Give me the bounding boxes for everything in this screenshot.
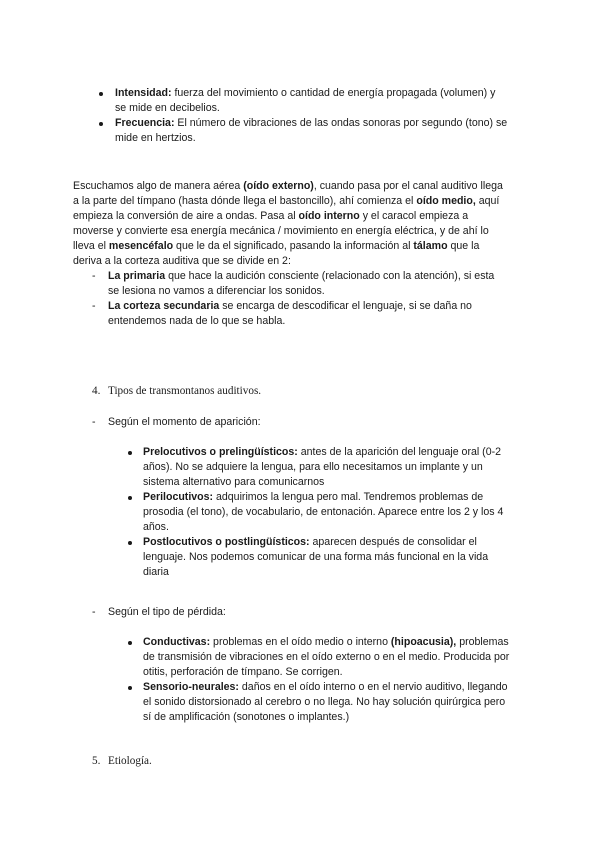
term: La primaria — [108, 270, 166, 282]
term: oído interno — [298, 210, 360, 222]
text: que la — [447, 240, 480, 252]
text: Escuchamos algo de manera aérea — [73, 180, 244, 192]
bullet-icon — [99, 122, 103, 126]
paragraph-line — [73, 194, 499, 209]
term: oído medio, — [416, 195, 476, 207]
dash-marker: - — [92, 606, 96, 618]
heading-number: 4. — [92, 385, 101, 397]
paragraph-line: deriva a la corteza auditiva que se divide en 2: — [73, 255, 291, 267]
section-heading — [92, 384, 100, 399]
text: aquí — [475, 195, 500, 207]
bullet-icon — [128, 641, 132, 645]
item-text: antes de la aparición del lenguaje oral (0-2 — [297, 446, 502, 458]
item-text: problemas — [456, 636, 509, 648]
item-text: sí de amplificación (sonotones o implantes.) — [143, 711, 350, 723]
text: lleva el — [73, 240, 109, 252]
term: Conductivas: — [143, 636, 211, 648]
term: Sensorio-neurales: — [143, 681, 239, 693]
text: empieza la conversión de aire a ondas. Pasa al — [73, 210, 299, 222]
item-text: prosodia (el tono), de vocabulario, de entonación. Aparece entre los 2 y los 4 — [143, 506, 504, 518]
term: (oído externo) — [243, 180, 314, 192]
bullet-icon — [128, 496, 132, 500]
item-text: adquirimos la lengua pero mal. Tendremos problemas de — [213, 491, 484, 503]
item-text: que hace la audición consciente (relacionado con la atención), si esta — [165, 270, 495, 282]
item-text: años. — [143, 521, 169, 533]
item-text: daños en el oído interno o en el nervio auditivo, llegando — [238, 681, 508, 693]
bullet-icon — [128, 686, 132, 690]
item-text: lenguaje. Nos podemos comunicar de una forma más funcional en la vida — [143, 551, 489, 563]
dash-marker: - — [92, 416, 96, 428]
list-item — [143, 445, 501, 460]
list-item — [143, 490, 483, 505]
term: Frecuencia: — [115, 117, 175, 129]
term: Prelocutivos o prelingüísticos: — [143, 446, 298, 458]
item-text: se lesiona no vamos a diferenciar los sonidos. — [108, 285, 325, 297]
item-text: entendemos nada de lo que se habla. — [108, 315, 286, 327]
subsection-label: Según el momento de aparición: — [108, 416, 261, 428]
heading-text: Etiología. — [108, 755, 152, 767]
heading-text: Tipos de transmontanos auditivos. — [108, 385, 262, 397]
item-text: diaria — [143, 566, 169, 578]
text: y el caracol empieza a — [359, 210, 469, 222]
paragraph-line: moverse y convierte esa energía mecánica / movimiento en energía eléctrica, y de ahí lo — [73, 225, 489, 237]
dash-marker: - — [92, 270, 96, 282]
item-text: problemas en el oído medio o interno — [210, 636, 391, 648]
heading-number: 5. — [92, 755, 101, 767]
item-text: otitis, perforación de tímpano. Se corrigen. — [143, 666, 343, 678]
bullet-icon — [128, 541, 132, 545]
subsection-label: Según el tipo de pérdida: — [108, 606, 226, 618]
list-item — [143, 635, 509, 650]
list-item — [143, 535, 477, 550]
list-item — [108, 269, 494, 284]
bullet-icon — [128, 451, 132, 455]
item-text: años). No se adquiere la lengua, para ello necesitamos un implante y un — [143, 461, 483, 473]
item-text: de transmisión de vibraciones en el oído externo o en el medio. Producida por — [143, 651, 510, 663]
item-text: aparecen después de consolidar el — [309, 536, 477, 548]
item-text: el sonido distorsionado al cerebro o no llega. No hay solución quirúrgica pero — [143, 696, 506, 708]
list-item — [115, 116, 507, 131]
item-text: sistema alternativo para comunicarnos — [143, 476, 325, 488]
term: mesencéfalo — [108, 240, 174, 252]
item-text: El número de vibraciones de las ondas sonoras por segundo (tono) se — [174, 117, 508, 129]
item-text: se mide en decibelios. — [115, 102, 220, 114]
text: que le da el significado, pasando la información al — [173, 240, 414, 252]
term: Perilocutivos: — [143, 491, 214, 503]
dash-marker: - — [92, 300, 96, 312]
bullet-icon — [99, 92, 103, 96]
list-item — [108, 299, 472, 314]
paragraph-line — [73, 179, 503, 194]
term: (hipoacusia), — [390, 636, 457, 648]
term: Intensidad: — [115, 87, 172, 99]
paragraph-line — [73, 209, 468, 224]
term: La corteza secundaria — [108, 300, 220, 312]
item-text: fuerza del movimiento o cantidad de energía propagada (volumen) y — [171, 87, 496, 99]
list-item — [115, 86, 495, 101]
item-text: se encarga de descodificar el lenguaje, si se daña no — [219, 300, 472, 312]
list-item — [143, 680, 508, 695]
term: tálamo — [413, 240, 448, 252]
term: Postlocutivos o postlingüísticos: — [143, 536, 310, 548]
paragraph-line — [73, 239, 479, 254]
item-text: mide en hertzios. — [115, 132, 196, 144]
text: , cuando pasa por el canal auditivo llega — [313, 180, 503, 192]
text: a la parte del tímpano (hasta dónde llega el bastoncillo), ahí comienza el — [73, 195, 417, 207]
